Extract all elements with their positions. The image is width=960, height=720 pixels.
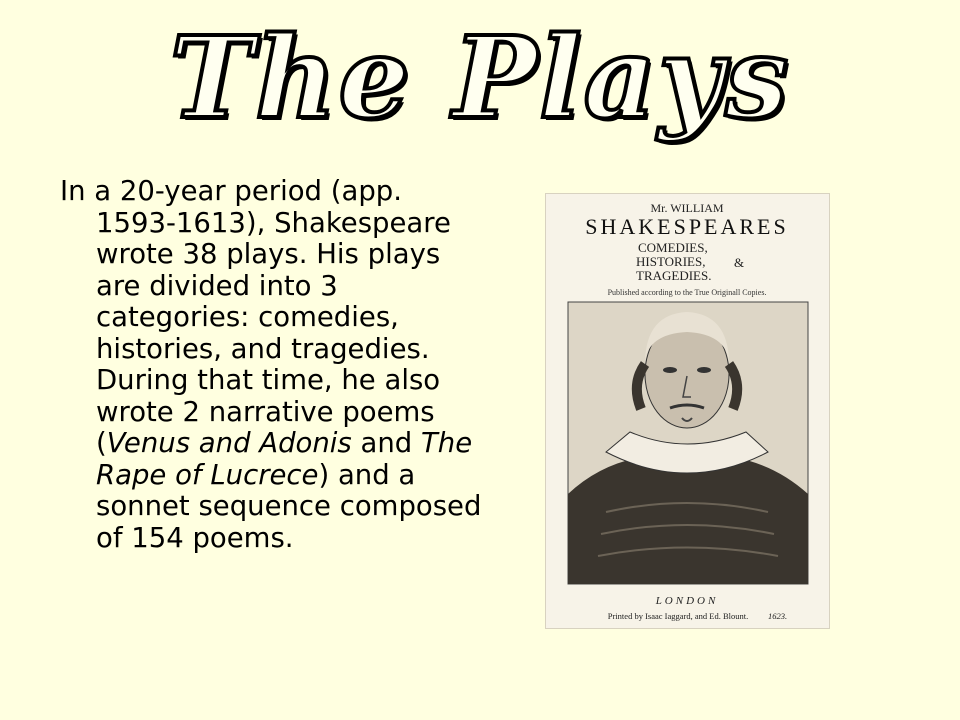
folio-imprint: Printed by Isaac Iaggard, and Ed. Blount. (607, 611, 749, 621)
body-and: and (351, 427, 421, 459)
slide-title: The Plays (169, 13, 791, 144)
folio-year: 1623. (768, 611, 788, 621)
folio-line-3: COMEDIES, (638, 240, 708, 255)
folio-city: LONDON (655, 595, 719, 607)
folio-line-1: Mr. WILLIAM (650, 201, 724, 215)
body-paragraph (60, 176, 488, 554)
poem-title-venus: Venus and Adonis (106, 427, 352, 459)
body-outro: ) and a sonnet sequence composed of 154 poems. (96, 458, 482, 554)
folio-line-6: Published according to the True Originall Copies. (607, 288, 767, 297)
folio-ampersand: & (734, 255, 745, 270)
first-folio-title-page (545, 193, 830, 629)
folio-line-4: HISTORIES, (636, 254, 706, 269)
poem-title-lucrece: The Rape of Lucrece (96, 427, 473, 491)
folio-line-2: SHAKESPEARES (585, 214, 789, 239)
folio-line-5: TRAGEDIES. (636, 268, 712, 283)
body-intro: In a 20-year period (app. 1593-1613), Shakespeare wrote 38 plays. His plays are divided into 3 categories: comedies, histories, and tragedies. During that time, he also wrote 2 narrative poems ( (60, 175, 451, 459)
engraved-portrait (568, 302, 808, 584)
